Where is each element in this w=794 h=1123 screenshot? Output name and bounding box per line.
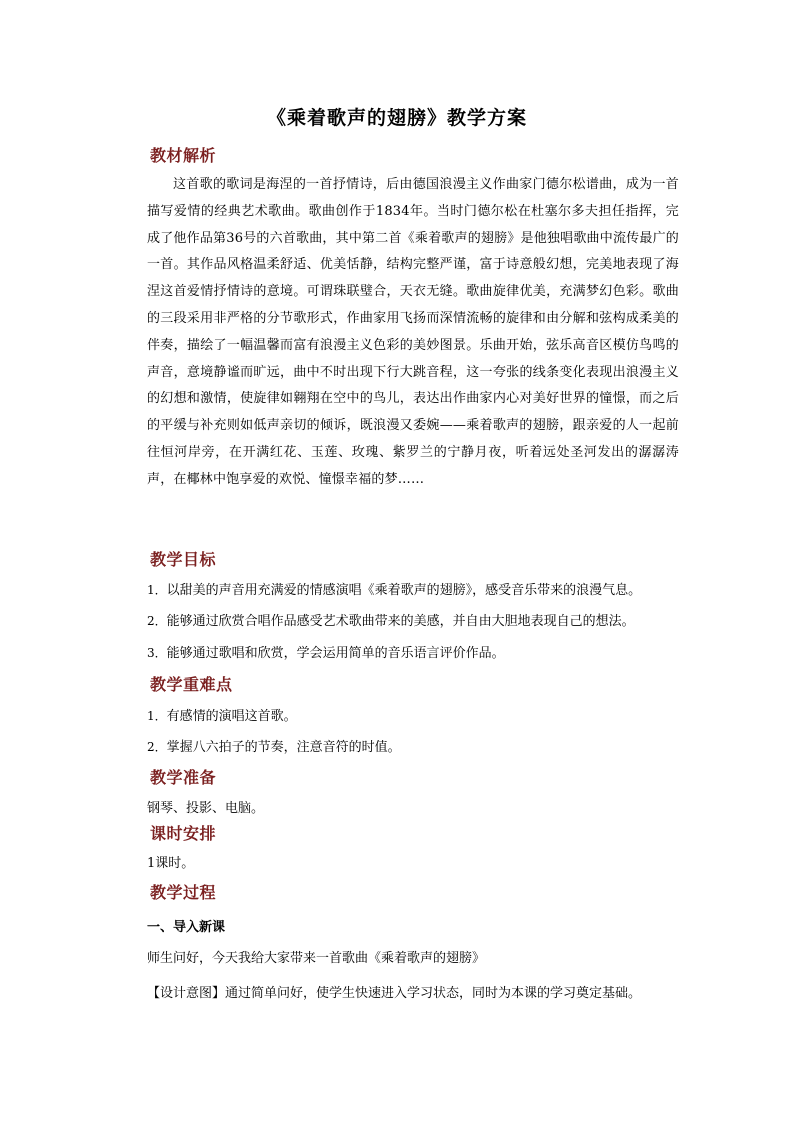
process-step1-line: 师生问好，今天我给大家带来一首歌曲《乘着歌声的翅膀》 xyxy=(147,951,486,966)
schedule-text: 1课时。 xyxy=(147,856,195,871)
goal-item-2-text: 能够通过欣赏合唱作品感受艺术歌曲带来的美感，并自由大胆地表现自己的想法。 xyxy=(166,614,635,629)
key-point-item-2 xyxy=(147,737,687,758)
heading-key-points: 教学重难点 xyxy=(150,675,233,694)
heading-preparation: 教学准备 xyxy=(150,768,217,787)
key-point-item-1-number: 1． xyxy=(147,709,167,723)
design-note: 【设计意图】通过简单问好，使学生快速进入学习状态，同时为本课的学习奠定基础。 xyxy=(147,986,642,1001)
key-point-item-2-text: 掌握八六拍子的节奏，注意音符的时值。 xyxy=(166,740,401,755)
goal-item-1-number: 1． xyxy=(147,583,167,597)
goal-item-1-text: 以甜美的声音用充满爱的情感演唱《乘着歌声的翅膀》，感受音乐带来的浪漫气息。 xyxy=(166,583,642,598)
heading-analysis: 教材解析 xyxy=(150,146,217,165)
goal-item-2-number: 2． xyxy=(147,614,167,628)
goal-item-1 xyxy=(147,580,687,601)
document-title: 《乘着歌声的翅膀》教学方案 xyxy=(266,107,527,129)
heading-process: 教学过程 xyxy=(150,883,217,902)
goal-item-3 xyxy=(147,643,687,664)
goal-item-3-text: 能够通过歌唱和欣赏，学会运用简单的音乐语言评价作品。 xyxy=(166,646,505,661)
heading-schedule: 课时安排 xyxy=(150,824,217,843)
analysis-paragraph: 这首歌的歌词是海涅的一首抒情诗，后由德国浪漫主义作曲家门德尔松谱曲，成为一首描写爱情的经典艺术歌曲。歌曲创作于1834年。当时门德尔松在杜塞尔多夫担任指挥，完成了他作品第36号的六首歌曲，其中第二首《乘着歌声的翅膀》是他独唱歌曲中流传最广的一首。其作品风格温柔舒适、优美恬静，结构完整严谨，富于诗意般幻想，完美地表现了海涅这首爱情抒情诗的意境。可谓珠联璧合，天衣无缝。歌曲旋律优美，充满梦幻色彩。歌曲的三段采用非严格的分节歌形式，作曲家用飞扬而深情流畅的旋律和由分解和弦构成柔美的伴奏，描绘了一幅温馨而富有浪漫主义色彩的美妙图景。乐曲开始，弦乐高音区模仿鸟鸣的声音，意境静谧而旷远，曲中不时出现下行大跳音程，这一夸张的线条变化表现出浪漫主义的幻想和激情，使旋律如翱翔在空中的鸟儿，表达出作曲家内心对美好世界的憧憬，而之后的平缓与补充则如低声亲切的倾诉，既浪漫又委婉——乘着歌声的翅膀，跟亲爱的人一起前往恒河岸旁，在开满红花、玉莲、玫瑰、紫罗兰的宁静月夜，听着远处圣河发出的潺潺涛声，在椰林中饱享爱的欢悦、憧憬幸福的梦…… xyxy=(147,177,679,487)
goal-item-2 xyxy=(147,611,687,632)
goal-item-3-number: 3． xyxy=(147,646,167,660)
key-point-item-1-text: 有感情的演唱这首歌。 xyxy=(166,709,297,724)
preparation-text: 钢琴、投影、电脑。 xyxy=(147,801,265,816)
key-point-item-1 xyxy=(147,706,687,727)
key-point-item-2-number: 2． xyxy=(147,740,167,754)
process-step1-title: 一、导入新课 xyxy=(147,920,226,935)
heading-goals: 教学目标 xyxy=(150,550,217,569)
